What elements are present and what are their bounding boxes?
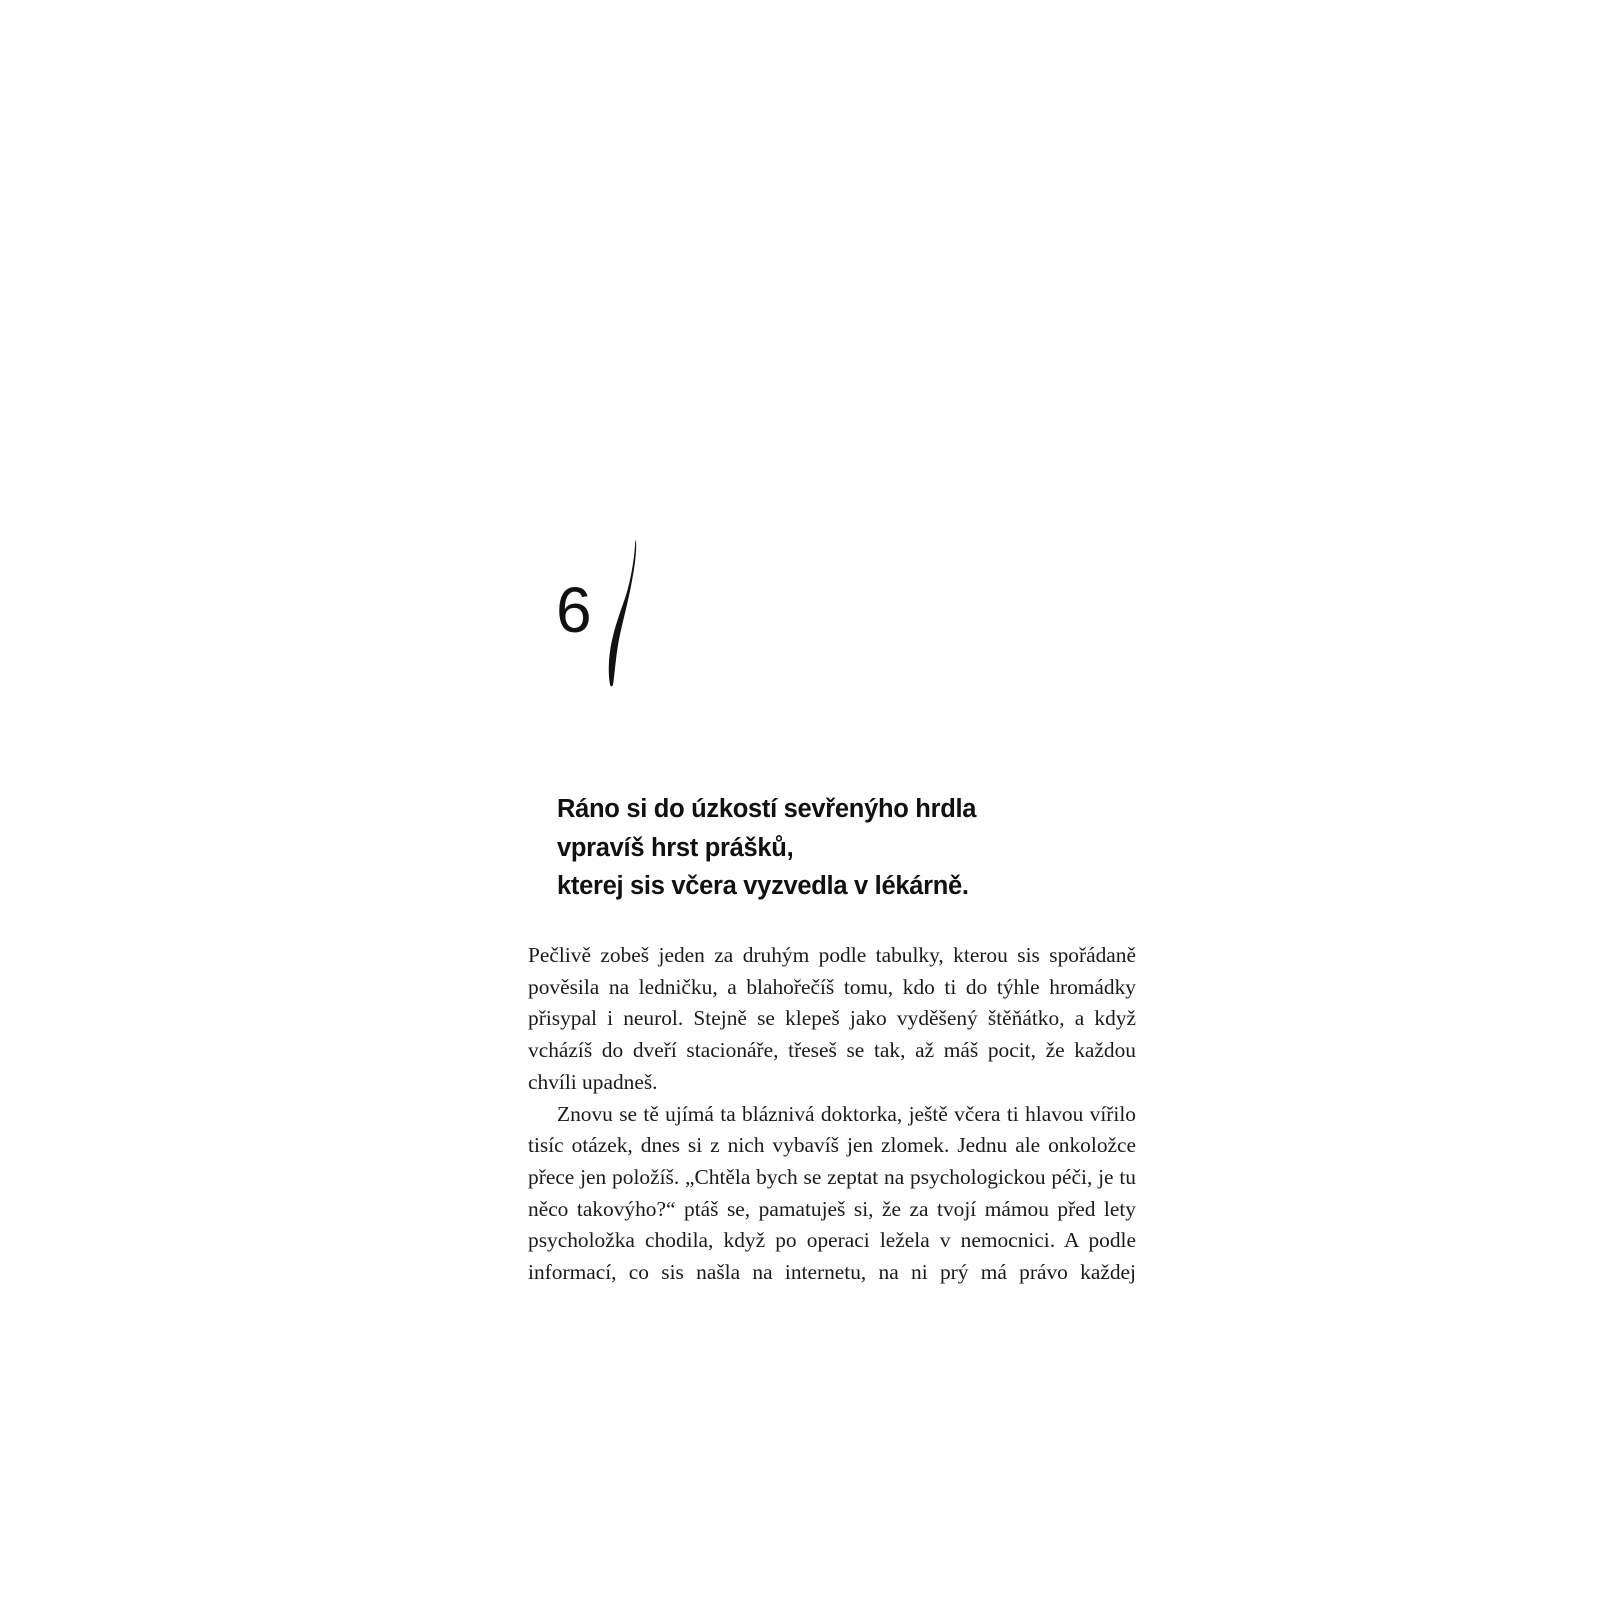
epigraph-line: Ráno si do úzkostí sevřenýho hrdla — [557, 795, 977, 823]
paragraph: Pečlivě zobeš jeden za druhým podle tabulky, kterou sis spořádaně pověsila na ledničku, a blahořečíš tomu, kdo ti do týhle hromádky přisypal i neurol. Stejně se klepeš jako vyděšený štěňátko, a když vcházíš do dveří stacionáře, třeseš se tak, až máš pocit, že každou chvíli upadneš. — [528, 943, 1136, 1094]
chapter-number: 6 — [556, 574, 592, 646]
epigraph-line: vpravíš hrst prášků, — [557, 833, 794, 862]
paragraph: Znovu se tě ujímá ta bláznivá doktorka, ještě včera ti hlavou vířilo tisíc otázek, dnes si z nich vybavíš jen zlomek. Jednu ale onkoložce přece jen položíš. „Chtěla bych se zeptat na psychologickou péči, je tu něco takovýho?“ ptáš se, pamatuješ si, že za tvojí mámou před lety psycholožka chodila, když po operaci ležela v nemocnici. A podle informací, co sis našla na internetu, na ni prý má právo každej — [528, 1101, 1136, 1285]
epigraph-line: kterej sis včera vyzvedla v lékárně. — [557, 872, 969, 900]
chapter-epigraph — [557, 790, 976, 906]
chapter-body — [528, 940, 1136, 1289]
brush-stroke-icon — [605, 538, 645, 688]
